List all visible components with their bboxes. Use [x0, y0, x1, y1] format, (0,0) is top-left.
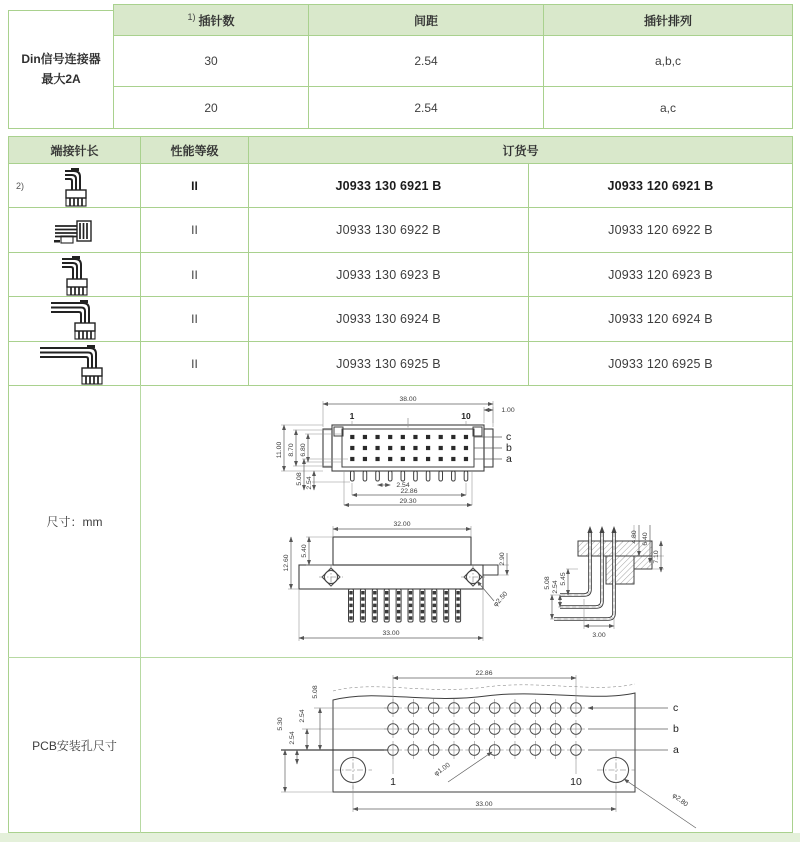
dim-label: 5.40 — [301, 544, 308, 558]
grade-value: II — [140, 341, 249, 386]
header-grade: 性能等级 — [140, 136, 249, 164]
dim-label: 5.08 — [544, 576, 551, 590]
dim-label: 33.00 — [382, 630, 400, 637]
connector-bottom-view-drawing — [281, 517, 518, 653]
pin-10-label: 10 — [461, 411, 471, 421]
dim-label: 5.45 — [560, 572, 567, 586]
connector-front-view-drawing — [270, 393, 522, 517]
order-number-20pin: J0933 120 6925 B — [528, 341, 793, 386]
dim-label: 7.10 — [653, 550, 660, 564]
footnote-1-marker: 1) — [187, 12, 196, 22]
order-number-30pin: J0933 130 6922 B — [248, 207, 529, 253]
pin-length-icon-cell — [8, 163, 141, 208]
header-pitch: 间距 — [308, 4, 544, 36]
dimension-section-label: 尺寸：mm — [46, 514, 103, 529]
connector-bent-long-icon — [45, 297, 105, 341]
pin-count-value: 30 — [113, 35, 309, 87]
product-rating: 最大2A — [41, 71, 81, 86]
row-label-b: b — [506, 442, 512, 454]
order-number-20pin: J0933 120 6924 B — [528, 296, 793, 342]
pin-1-label: 1 — [349, 411, 355, 421]
pin-1-label: 1 — [390, 776, 396, 788]
pin-length-icon-cell — [8, 252, 141, 297]
dim-label: 33.00 — [475, 801, 493, 808]
row-label-a: a — [673, 744, 679, 756]
dim-label: 2.54 — [306, 476, 313, 490]
dim-label: 6.40 — [642, 532, 649, 546]
arrangement-value: a,c — [543, 86, 793, 129]
dim-label: 38.00 — [399, 396, 417, 403]
header-arrangement: 插针排列 — [543, 4, 793, 36]
arrangement-value: a,b,c — [543, 35, 793, 87]
header-order-number: 订货号 — [248, 136, 793, 164]
pitch-value: 2.54 — [308, 86, 544, 129]
order-number-20pin: J0933 120 6922 B — [528, 207, 793, 253]
connector-bent-short-icon — [53, 164, 97, 208]
grade-value: II — [140, 252, 249, 297]
dim-label: 5.08 — [296, 472, 303, 486]
footnote-2-marker: 2) — [16, 180, 25, 191]
dim-label: 2.54 — [299, 709, 306, 723]
product-cell — [8, 10, 114, 129]
dim-label: 2.54 — [396, 482, 410, 489]
pcb-mounting-hole-drawing — [276, 660, 708, 832]
connector-bent-longest-icon — [38, 342, 112, 386]
dim-label: 2.90 — [499, 552, 506, 566]
order-number-30pin: J0933 130 6921 B — [248, 163, 529, 208]
row-label-b: b — [673, 723, 679, 735]
order-number-20pin: J0933 120 6923 B — [528, 252, 793, 297]
connector-straight-icon — [51, 208, 99, 252]
pin-10-label: 10 — [570, 776, 582, 788]
header-pin-count: 1) 插针数 — [113, 4, 309, 36]
order-number-30pin: J0933 130 6923 B — [248, 252, 529, 297]
grade-value: II — [140, 296, 249, 342]
pin-length-icon-cell — [8, 207, 141, 253]
product-name: Din信号连接器 — [21, 52, 101, 67]
grade-value: II — [140, 207, 249, 253]
header-pin-length: 端接针长 — [8, 136, 141, 164]
grade-value: II — [140, 163, 249, 208]
dim-label: 3.00 — [592, 632, 606, 639]
dim-label: φ1.00 — [433, 761, 452, 778]
row-label-c: c — [673, 702, 679, 714]
dim-label: 4.80 — [631, 530, 638, 544]
dim-label: 22.86 — [475, 670, 493, 677]
order-number-20pin: J0933 120 6921 B — [528, 163, 793, 208]
order-number-30pin: J0933 130 6925 B — [248, 341, 529, 386]
dim-label: φ2.80 — [670, 792, 689, 809]
connector-side-section-drawing — [540, 511, 687, 653]
dim-label: 5.08 — [312, 685, 319, 699]
dim-label: 1.00 — [501, 407, 515, 414]
connector-bent-medium-icon — [53, 253, 97, 297]
dim-label: 11.00 — [276, 441, 283, 459]
dim-label: 22.86 — [400, 488, 418, 495]
dim-label: 2.54 — [552, 580, 559, 594]
dim-label: φ2.50 — [492, 590, 510, 609]
dim-label: 2.54 — [289, 731, 296, 745]
dim-label: 12.60 — [283, 554, 290, 572]
dim-label: 5.30 — [277, 717, 284, 731]
dim-label: 6.80 — [300, 443, 307, 457]
order-number-30pin: J0933 130 6924 B — [248, 296, 529, 342]
pitch-value: 2.54 — [308, 35, 544, 87]
pin-count-value: 20 — [113, 86, 309, 129]
dim-label: 29.30 — [399, 498, 417, 505]
row-label-a: a — [506, 453, 512, 465]
dim-label: 8.70 — [288, 443, 295, 457]
page-footer-bar — [0, 833, 800, 842]
dim-label: 32.00 — [393, 521, 411, 528]
pcb-section-label: PCB安装孔尺寸 — [32, 738, 117, 753]
pin-length-icon-cell — [8, 341, 141, 386]
row-label-c: c — [506, 431, 512, 443]
pin-length-icon-cell — [8, 296, 141, 342]
